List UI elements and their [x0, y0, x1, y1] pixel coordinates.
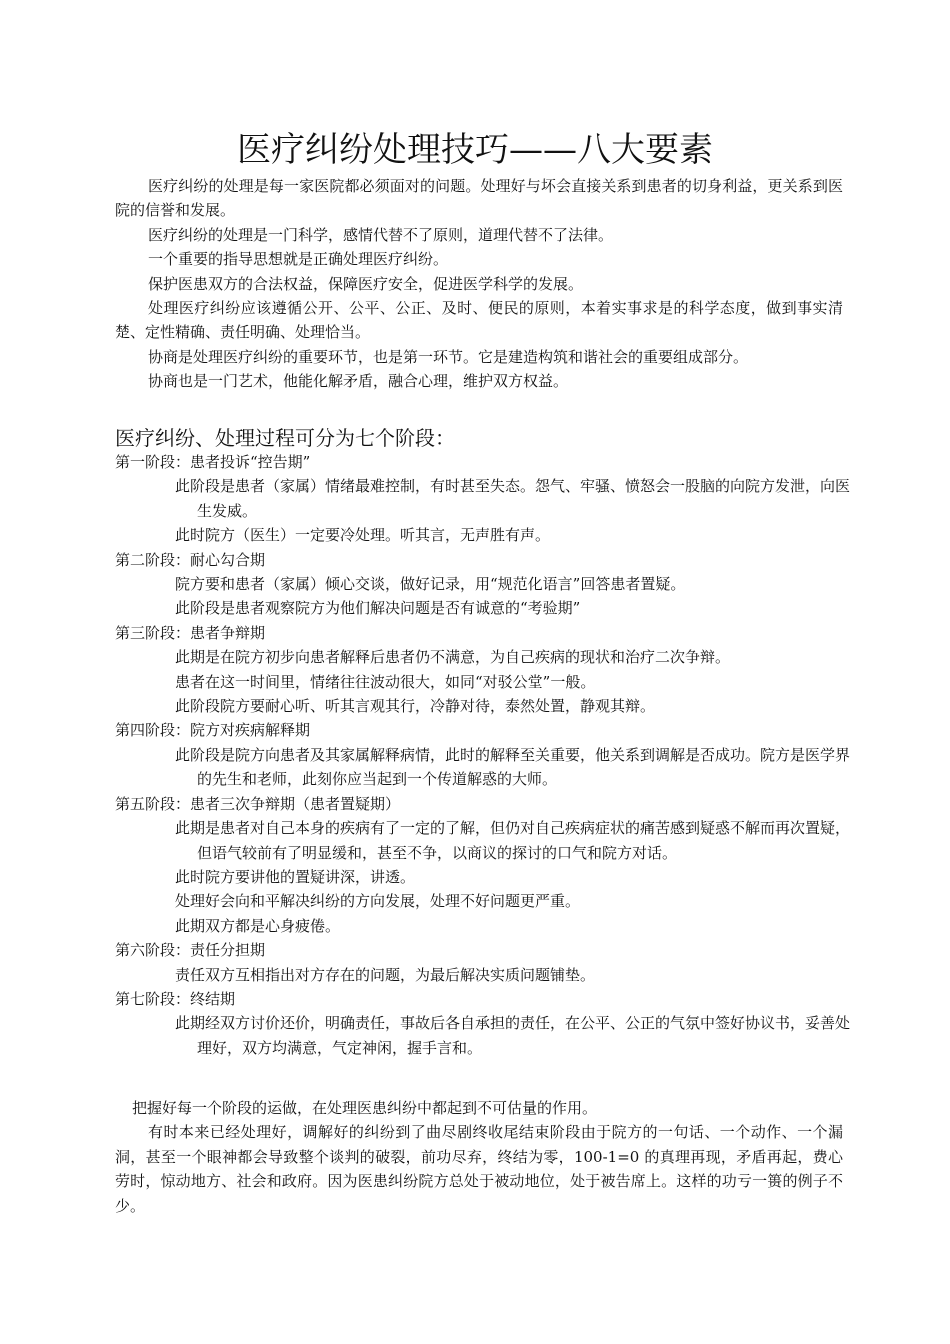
- stage-title: 第一阶段：患者投诉“控告期”: [115, 453, 311, 471]
- intro-paragraph: 一个重要的指导思想就是正确处理医疗纠纷。: [148, 250, 449, 269]
- stage-4: [115, 718, 850, 791]
- stage-6: [115, 938, 850, 987]
- stage-line: 患者在这一时间里，情绪往往波动很大，如同“对驳公堂”一般。: [175, 672, 596, 691]
- stages-heading: 医疗纠纷、处理过程可分为七个阶段：: [115, 426, 455, 450]
- stage-title: 第四阶段：院方对疾病解释期: [115, 721, 311, 740]
- outro-paragraph: 把握好每一个阶段的运做，在处理医患纠纷中都起到不可估量的作用。: [132, 1099, 598, 1117]
- intro-section: [115, 174, 843, 394]
- outro-section: [115, 1096, 843, 1218]
- stage-line: 责任双方互相指出对方存在的问题，为最后解决实质问题铺垫。: [175, 965, 596, 984]
- stage-2: [115, 548, 850, 621]
- stage-title: 第五阶段：患者三次争辩期（患者置疑期）: [115, 794, 401, 813]
- stage-line: 此时院方要讲他的置疑讲深，讲透。: [175, 867, 416, 886]
- intro-paragraph: 医疗纠纷的处理是一门科学，感情代替不了原则，道理代替不了法律。: [148, 225, 614, 244]
- stage-line: 院方要和患者（家属）倾心交谈，做好记录，用“规范化语言”回答患者置疑。: [175, 575, 686, 594]
- stage-title: 第七阶段：终结期: [115, 989, 236, 1008]
- stage-5: [115, 792, 850, 938]
- stages-list: [115, 450, 850, 1060]
- intro-paragraph: 协商也是一门艺术，他能化解矛盾，融合心理，维护双方权益。: [148, 372, 569, 391]
- outro-paragraph: 有时本来已经处理好，调解好的纠纷到了曲尽剧终收尾结束阶段由于院方的一句话、一个动作、一个漏洞，甚至一个眼神都会导致整个谈判的破裂，前功尽弃，终结为零，100-1=0 的真理再现，矛盾再起，费心劳时，惊动地方、社会和政府。因为医患纠纷院方总处于被动地位，处于被告席上。这样的功亏一篑的例子不少。: [115, 1123, 843, 1215]
- stage-title: 第三阶段：患者争辩期: [115, 623, 266, 642]
- stage-line: 此时院方（医生）一定要冷处理。听其言，无声胜有声。: [175, 526, 551, 545]
- stage-7: [115, 987, 850, 1060]
- stage-line: 此阶段是患者（家属）情绪最难控制，有时甚至失态。怨气、牢骚、愤怒会一股脑的向院方发泄，向医生发威。: [175, 477, 851, 520]
- intro-paragraph: 医疗纠纷的处理是每一家医院都必须面对的问题。处理好与坏会直接关系到患者的切身利益，更关系到医院的信誉和发展。: [115, 177, 843, 220]
- stage-title: 第二阶段：耐心勾合期: [115, 550, 266, 569]
- stage-line: 此期经双方讨价还价，明确责任，事故后各自承担的责任，在公平、公正的气氛中签好协议书，妥善处理好，双方均满意，气定神闲，握手言和。: [175, 1014, 851, 1057]
- stage-line: 此期双方都是心身疲倦。: [175, 916, 341, 935]
- stage-line: 此期是患者对自己本身的疾病有了一定的了解，但仍对自己疾病症状的痛苦感到疑惑不解而再次置疑，但语气较前有了明显缓和，甚至不争，以商议的探讨的口气和院方对话。: [175, 819, 851, 862]
- stage-title: 第六阶段：责任分担期: [115, 941, 266, 960]
- intro-paragraph: 处理医疗纠纷应该遵循公开、公平、公正、及时、便民的原则，本着实事求是的科学态度，做到事实清楚、定性精确、责任明确、处理恰当。: [115, 299, 843, 342]
- stage-line: 此阶段是院方向患者及其家属解释病情，此时的解释至关重要，他关系到调解是否成功。院方是医学界的先生和老师，此刻你应当起到一个传道解惑的大师。: [175, 745, 851, 789]
- intro-paragraph: 保护医患双方的合法权益，保障医疗安全，促进医学科学的发展。: [148, 274, 584, 293]
- stage-line: 此期是在院方初步向患者解释后患者仍不满意，为自己疾病的现状和治疗二次争辩。: [175, 648, 731, 667]
- document-title: 医疗纠纷处理技巧——八大要素: [237, 130, 713, 170]
- stage-line: 此阶段院方要耐心听、听其言观其行，冷静对待，泰然处置，静观其辩。: [175, 697, 656, 716]
- stage-line: 处理好会向和平解决纠纷的方向发展，处理不好问题更严重。: [175, 892, 581, 911]
- stage-1: [115, 450, 850, 548]
- stage-line: 此阶段是患者观察院方为他们解决问题是否有诚意的“考验期”: [175, 599, 581, 618]
- stage-3: [115, 621, 850, 719]
- intro-paragraph: 协商是处理医疗纠纷的重要环节，也是第一环节。它是建造构筑和谐社会的重要组成部分。: [148, 347, 749, 366]
